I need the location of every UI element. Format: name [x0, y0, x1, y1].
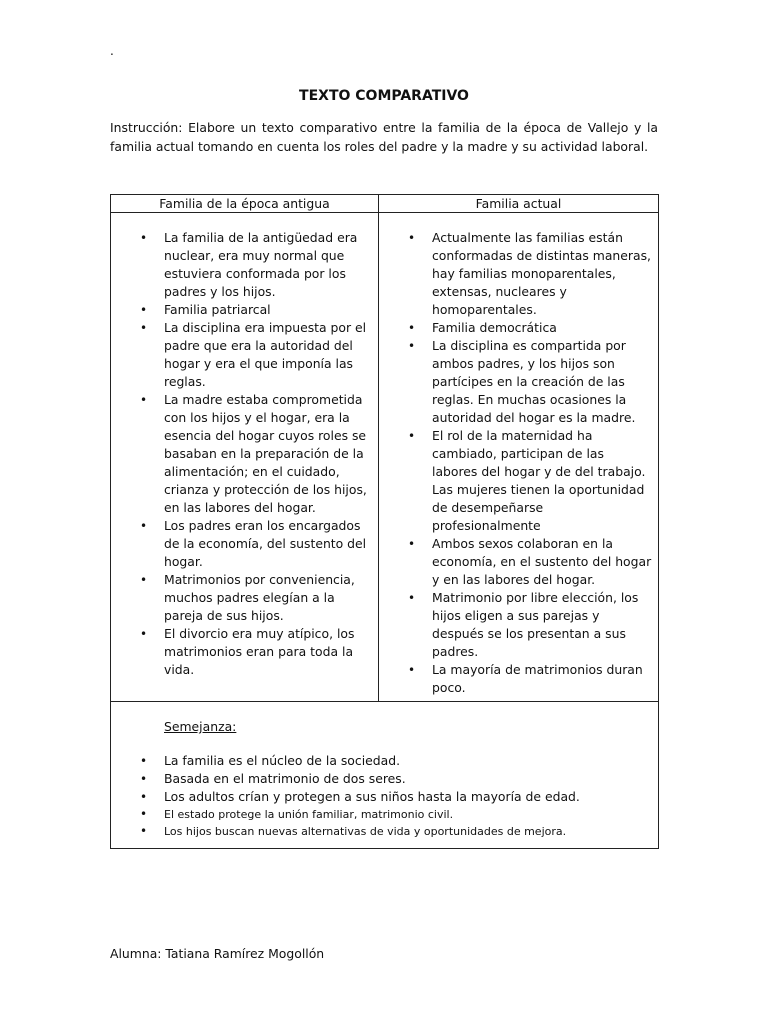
list-item-text: La familia de la antigüedad era nuclear, era muy normal que estuviera conformada por los padres y los hijos. — [164, 230, 358, 299]
bullet-icon: • — [408, 591, 416, 605]
bullet-icon: • — [140, 303, 148, 317]
table-content-row — [111, 213, 659, 702]
bullet-icon: • — [140, 790, 148, 804]
bullet-icon: • — [408, 321, 416, 335]
bullet-icon: • — [140, 393, 148, 407]
list-item-text: Familia patriarcal — [164, 302, 271, 317]
list-item-text: Basada en el matrimonio de dos seres. — [164, 771, 406, 786]
similarity-list — [111, 752, 658, 840]
list-item — [111, 571, 372, 625]
list-item — [111, 229, 372, 301]
list-item-text: Matrimonio por libre elección, los hijos eligen a sus parejas y después se los presentan a sus padres. — [432, 590, 639, 659]
ancient-family-list — [111, 213, 378, 683]
list-item-text: Actualmente las familias están conformadas de distintas maneras, hay familias monoparentales, extensas, nucleares y homoparentales. — [432, 230, 651, 317]
bullet-icon: • — [140, 754, 148, 768]
bullet-icon: • — [140, 772, 148, 786]
list-item-text: El rol de la maternidad ha cambiado, participan de las labores del hogar y de del trabajo. Las mujeres tienen la oportunidad de desempeñarse profesionalmente — [432, 428, 646, 533]
bullet-icon: • — [140, 807, 148, 821]
page-dot: . — [110, 44, 114, 58]
list-item-text: Los padres eran los encargados de la economía, del sustento del hogar. — [164, 518, 367, 569]
similarity-row — [111, 702, 659, 849]
list-item — [111, 823, 658, 840]
current-family-cell — [379, 213, 659, 702]
bullet-icon: • — [140, 321, 148, 335]
list-item — [111, 319, 372, 391]
list-item — [379, 337, 652, 427]
list-item — [379, 535, 652, 589]
bullet-icon: • — [408, 537, 416, 551]
similarity-heading: Semejanza: — [164, 719, 237, 734]
list-item — [379, 589, 652, 661]
list-item — [379, 427, 652, 535]
list-item-text: La disciplina es compartida por ambos padres, y los hijos son partícipes en la creación de las reglas. En muchas ocasiones la autoridad del hogar es la madre. — [432, 338, 636, 425]
list-item — [111, 788, 658, 806]
list-item-text: La familia es el núcleo de la sociedad. — [164, 753, 401, 768]
list-item — [111, 391, 372, 517]
list-item-text: Los adultos crían y protegen a sus niños hasta la mayoría de edad. — [164, 789, 580, 804]
list-item — [111, 770, 658, 788]
list-item — [379, 661, 652, 697]
bullet-icon: • — [408, 339, 416, 353]
comparison-table — [110, 194, 659, 849]
author-line: Alumna: Tatiana Ramírez Mogollón — [110, 946, 325, 961]
list-item-text: El divorcio era muy atípico, los matrimonios eran para toda la vida. — [164, 626, 355, 677]
header-ancient-family: Familia de la época antigua — [111, 195, 379, 213]
list-item-text: Ambos sexos colaboran en la economía, en el sustento del hogar y en las labores del hogar. — [432, 536, 652, 587]
list-item — [111, 301, 372, 319]
list-item — [111, 752, 658, 770]
list-item-text: El estado protege la unión familiar, matrimonio civil. — [164, 808, 454, 821]
document-title: TEXTO COMPARATIVO — [299, 88, 469, 104]
list-item-text: La madre estaba comprometida con los hijos y el hogar, era la esencia del hogar cuyos roles se basaban en la preparación de la alimentación; en el cuidado, crianza y protección de los hijos, en las labores del hogar. — [164, 392, 367, 515]
list-item-text: La mayoría de matrimonios duran poco. — [432, 662, 643, 695]
list-item — [111, 625, 372, 679]
instruction-paragraph: Instrucción: Elabore un texto comparativo entre la familia de la época de Vallejo y la familia actual tomando en cuenta los roles del padre y la madre y su actividad laboral. — [110, 120, 658, 154]
current-family-list — [379, 213, 658, 701]
header-current-family: Familia actual — [379, 195, 659, 213]
bullet-icon: • — [140, 627, 148, 641]
list-item-text: Matrimonios por conveniencia, muchos padres elegían a la pareja de sus hijos. — [164, 572, 355, 623]
list-item-text: Familia democrática — [432, 320, 557, 335]
bullet-icon: • — [408, 663, 416, 677]
list-item — [379, 319, 652, 337]
list-item-text: La disciplina era impuesta por el padre que era la autoridad del hogar y era el que imponía las reglas. — [164, 320, 367, 389]
list-item — [111, 517, 372, 571]
bullet-icon: • — [140, 573, 148, 587]
similarity-cell — [111, 702, 659, 849]
bullet-icon: • — [140, 824, 148, 838]
list-item — [379, 229, 652, 319]
table-header-row — [111, 195, 659, 213]
bullet-icon: • — [408, 429, 416, 443]
bullet-icon: • — [140, 519, 148, 533]
list-item — [111, 806, 658, 823]
list-item-text: Los hijos buscan nuevas alternativas de vida y oportunidades de mejora. — [164, 825, 567, 838]
bullet-icon: • — [140, 231, 148, 245]
bullet-icon: • — [408, 231, 416, 245]
ancient-family-cell — [111, 213, 379, 702]
